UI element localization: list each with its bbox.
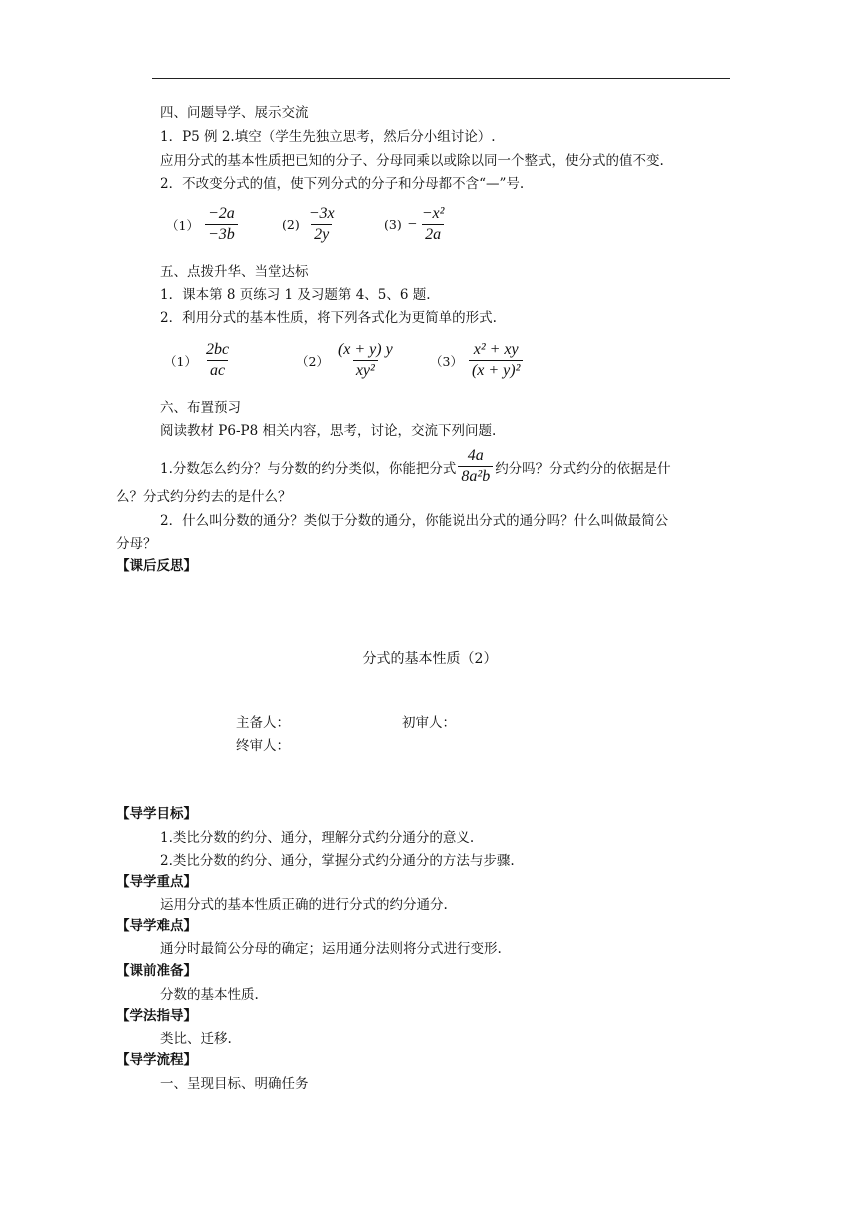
expr-4-3 <box>384 204 447 245</box>
denominator: 2y <box>311 224 332 245</box>
method-text: 类比、迁移. <box>160 1031 232 1047</box>
fraction <box>458 446 493 487</box>
main-preparer-label: 主备人： <box>236 715 290 731</box>
method-heading: 【学法指导】 <box>116 1008 197 1024</box>
numerator: −x² <box>421 205 445 222</box>
fraction <box>419 204 448 245</box>
goal-1: 1.类比分数的约分、通分，理解分式约分通分的意义. <box>160 830 475 846</box>
flow-step-1: 一、呈现目标、明确任务 <box>160 1076 309 1092</box>
section6-q1-cont: 么？分式约分约去的是什么？ <box>116 489 292 505</box>
final-reviewer-label: 终审人： <box>236 738 290 754</box>
goals-heading: 【导学目标】 <box>116 806 197 822</box>
section6-q1-text-a: 1.分数怎么约分？与分数的约分类似，你能把分式 <box>160 460 457 477</box>
fraction <box>203 340 232 381</box>
denominator: ac <box>207 360 228 381</box>
header-rule <box>152 78 730 79</box>
flow-heading: 【导学流程】 <box>116 1052 197 1068</box>
fraction <box>469 340 523 381</box>
numerator: (x + y) y <box>337 341 393 358</box>
numerator: −3x <box>308 205 335 222</box>
expr-label: （3） <box>430 353 463 369</box>
fraction <box>335 340 396 381</box>
numerator: x² + xy <box>473 341 519 358</box>
fraction <box>306 204 338 245</box>
expr-label: （1） <box>164 353 197 369</box>
expr-4-1 <box>166 204 238 245</box>
denominator: 8a²b <box>458 466 493 487</box>
prep-heading: 【课前准备】 <box>116 963 197 979</box>
fraction <box>205 204 238 245</box>
expr-5-3 <box>430 340 523 381</box>
expr-5-2 <box>296 340 396 381</box>
first-reviewer-label: 初审人： <box>402 715 456 731</box>
expr-5-1 <box>164 340 232 381</box>
expr-label: (2) <box>282 217 300 232</box>
section6-heading: 六、布置预习 <box>160 400 241 416</box>
section5-heading: 五、点拨升华、当堂达标 <box>160 264 309 280</box>
section5-q2: 2．利用分式的基本性质，将下列各式化为更简单的形式. <box>160 310 497 326</box>
section6-q1-line <box>160 446 671 487</box>
denominator: −3b <box>205 224 238 245</box>
focus-text: 运用分式的基本性质正确的进行分式的约分通分. <box>160 897 448 913</box>
section6-q2: 2．什么叫分数的通分？类似于分数的通分，你能说出分式的通分吗？什么叫做最简公 <box>160 513 669 529</box>
section4-q2: 2．不改变分式的值，使下列分式的分子和分母都不含“—”号. <box>160 176 525 192</box>
denominator: 2a <box>422 224 444 245</box>
difficulty-text: 通分时最简公分母的确定；运用通分法则将分式进行变形. <box>160 941 502 957</box>
goal-2: 2.类比分数的约分、通分，掌握分式约分通分的方法与步骤. <box>160 853 515 869</box>
section6-q1-text-b: 约分吗？分式约分的依据是什 <box>495 460 671 477</box>
denominator: (x + y)² <box>469 360 523 381</box>
section5-q1: 1．课本第 8 页练习 1 及习题第 4、5、6 题. <box>160 287 431 303</box>
difficulty-heading: 【导学难点】 <box>116 918 197 934</box>
expr-label: （1） <box>166 217 199 233</box>
expr-label: （2） <box>296 353 329 369</box>
section6-q2-cont: 分母？ <box>116 536 157 552</box>
prep-text: 分数的基本性质. <box>160 987 259 1003</box>
lesson2-title: 分式的基本性质（2） <box>362 651 498 667</box>
expr-4-2 <box>282 204 338 245</box>
denominator: xy² <box>353 360 378 381</box>
section6-intro: 阅读教材 P6-P8 相关内容，思考，讨论，交流下列问题. <box>160 423 497 439</box>
expr-label: (3) <box>384 217 402 232</box>
numerator: −2a <box>207 205 235 222</box>
minus-sign: − <box>407 215 417 233</box>
numerator: 2bc <box>205 341 230 358</box>
section4-q1-note: 应用分式的基本性质把已知的分子、分母同乘以或除以同一个整式，使分式的值不变. <box>160 153 664 169</box>
focus-heading: 【导学重点】 <box>116 874 197 890</box>
reflection-heading: 【课后反思】 <box>116 558 197 574</box>
numerator: 4a <box>467 447 484 464</box>
section4-q1: 1．P5 例 2.填空（学生先独立思考，然后分小组讨论）. <box>160 129 496 145</box>
section4-heading: 四、问题导学、展示交流 <box>160 105 309 121</box>
